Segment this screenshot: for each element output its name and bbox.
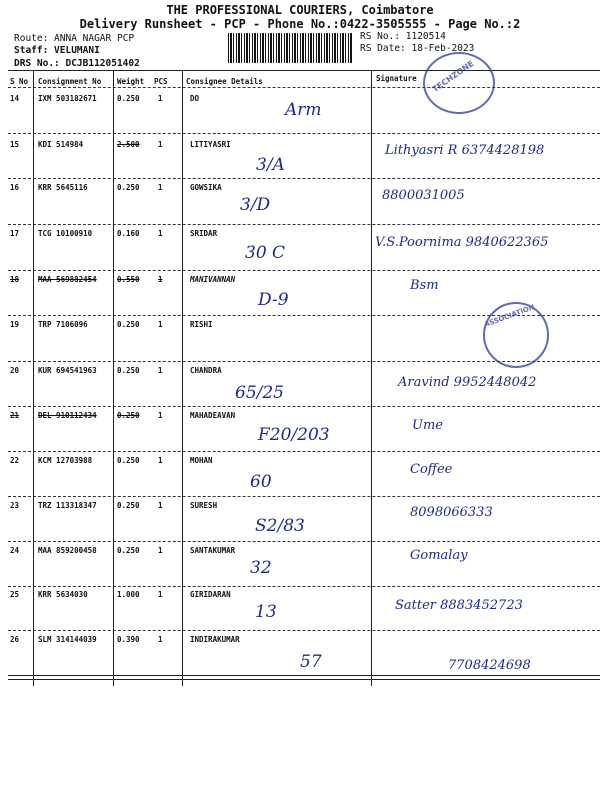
handwritten-door-number: 13 bbox=[255, 602, 277, 622]
row-consignee-name: DO bbox=[190, 94, 200, 103]
col-header-consignment: Consignment No bbox=[38, 77, 102, 86]
row-consignment-no: KRR 5645116 bbox=[38, 183, 88, 192]
row-consignment-no: TRP 7106096 bbox=[38, 320, 88, 329]
row-consignment-no: KUR 694541963 bbox=[38, 366, 97, 375]
row-weight: 0.390 bbox=[117, 635, 140, 644]
col-header-pcs: PCS bbox=[154, 77, 168, 86]
row-sno: 19 bbox=[10, 320, 20, 329]
row-consignment-no: MAA 859200458 bbox=[38, 546, 97, 555]
barcode bbox=[228, 33, 352, 63]
row-weight: 0.250 bbox=[117, 94, 140, 103]
row-divider bbox=[8, 586, 600, 587]
row-pcs: 1 bbox=[158, 546, 163, 555]
row-consignee-name: SANTAKUMAR bbox=[190, 546, 236, 555]
handwritten-signature: Aravind 9952448042 bbox=[398, 375, 537, 390]
row-consignment-no: KDI 514984 bbox=[38, 140, 84, 149]
row-weight: 1.000 bbox=[117, 590, 140, 599]
row-pcs: 1 bbox=[158, 94, 163, 103]
row-consignee-name: MOHAN bbox=[190, 456, 213, 465]
row-sno: 14 bbox=[10, 94, 20, 103]
route-label: Route: ANNA NAGAR PCP bbox=[14, 33, 135, 44]
row-pcs: 1 bbox=[158, 140, 163, 149]
row-weight: 0.250 bbox=[117, 501, 140, 510]
row-sno: 26 bbox=[10, 635, 20, 644]
row-consignment-no: DEL 910112434 bbox=[38, 411, 97, 420]
association-stamp bbox=[483, 302, 549, 368]
row-sno: 23 bbox=[10, 501, 20, 510]
document-subtitle: Delivery Runsheet - PCP - Phone No.:0422-3505555 - Page No.:2 bbox=[79, 17, 521, 31]
row-consignee-name: GOWSIKA bbox=[190, 183, 222, 192]
handwritten-door-number: 30 C bbox=[245, 243, 286, 263]
row-divider bbox=[8, 541, 600, 542]
row-pcs: 1 bbox=[158, 366, 163, 375]
col-divider bbox=[371, 70, 372, 686]
handwritten-signature: Gomalay bbox=[410, 548, 468, 563]
row-pcs: 1 bbox=[158, 635, 163, 644]
staff-label: Staff: VELUMANI bbox=[14, 45, 100, 56]
row-pcs: 1 bbox=[158, 456, 163, 465]
row-sno: 17 bbox=[10, 229, 20, 238]
row-weight: 0.550 bbox=[117, 275, 140, 284]
row-divider bbox=[8, 630, 600, 631]
handwritten-door-number: 60 bbox=[250, 472, 272, 492]
handwritten-door-number: 57 bbox=[300, 652, 322, 672]
rs-date: RS Date: 18-Feb-2023 bbox=[360, 43, 475, 54]
row-consignee-name: CHANDRA bbox=[190, 366, 222, 375]
row-sno: 25 bbox=[10, 590, 20, 599]
handwritten-signature: Bsm bbox=[410, 278, 439, 293]
handwritten-door-number: 32 bbox=[250, 558, 272, 578]
row-pcs: 1 bbox=[158, 275, 163, 284]
row-consignment-no: SLM 314144039 bbox=[38, 635, 97, 644]
handwritten-door-number: F20/203 bbox=[258, 425, 330, 445]
handwritten-signature: V.S.Poornima 9840622365 bbox=[375, 235, 549, 250]
row-consignee-name: GIRIDARAN bbox=[190, 590, 231, 599]
handwritten-signature: Ume bbox=[412, 418, 443, 433]
handwritten-door-number: Arm bbox=[285, 100, 322, 120]
row-weight: 0.160 bbox=[117, 229, 140, 238]
row-divider bbox=[8, 496, 600, 497]
row-sno: 15 bbox=[10, 140, 20, 149]
row-weight: 0.250 bbox=[117, 183, 140, 192]
handwritten-signature: Coffee bbox=[410, 462, 453, 477]
row-divider bbox=[8, 224, 600, 225]
row-consignment-no: KCM 12703988 bbox=[38, 456, 93, 465]
handwritten-door-number: 3/D bbox=[240, 195, 271, 215]
row-weight: 0.250 bbox=[117, 366, 140, 375]
drs-number: DRS No.: DCJB112051402 bbox=[14, 58, 140, 69]
row-divider bbox=[8, 270, 600, 271]
handwritten-signature: 8800031005 bbox=[382, 188, 465, 203]
rs-number: RS No.: 1120514 bbox=[360, 31, 446, 42]
col-divider bbox=[33, 70, 34, 686]
table-bottom-border bbox=[8, 675, 600, 676]
handwritten-signature: Lithyasri R 6374428198 bbox=[385, 143, 545, 158]
row-weight: 0.250 bbox=[117, 546, 140, 555]
row-consignment-no: KRR 5634030 bbox=[38, 590, 88, 599]
col-header-sno: S No bbox=[10, 77, 29, 86]
row-sno: 21 bbox=[10, 411, 20, 420]
row-pcs: 1 bbox=[158, 229, 163, 238]
row-pcs: 1 bbox=[158, 320, 163, 329]
row-sno: 18 bbox=[10, 275, 20, 284]
row-divider bbox=[8, 406, 600, 407]
handwritten-door-number: D-9 bbox=[258, 290, 289, 310]
handwritten-signature: 7708424698 bbox=[448, 658, 531, 673]
row-sno: 24 bbox=[10, 546, 20, 555]
col-header-signature: Signature bbox=[376, 74, 417, 83]
row-consignee-name: LITIYASRI bbox=[190, 140, 231, 149]
row-sno: 22 bbox=[10, 456, 20, 465]
row-weight: 0.250 bbox=[117, 320, 140, 329]
row-weight: 0.250 bbox=[117, 411, 140, 420]
col-header-consignee: Consignee Details bbox=[186, 77, 263, 86]
handwritten-signature: 8098066333 bbox=[410, 505, 493, 520]
row-sno: 20 bbox=[10, 366, 20, 375]
col-divider bbox=[113, 70, 114, 686]
row-divider bbox=[8, 133, 600, 134]
table-bottom-border bbox=[8, 679, 600, 680]
row-divider bbox=[8, 451, 600, 452]
row-consignee-name: INDIRAKUMAR bbox=[190, 635, 240, 644]
stamp-text: ASSOCIATION bbox=[483, 303, 536, 329]
row-pcs: 1 bbox=[158, 501, 163, 510]
col-header-weight: Weight bbox=[117, 77, 145, 86]
handwritten-signature: Satter 8883452723 bbox=[395, 598, 523, 613]
techzone-stamp bbox=[423, 52, 495, 114]
row-consignee-name: RISHI bbox=[190, 320, 213, 329]
row-weight: 2.500 bbox=[117, 140, 140, 149]
row-sno: 16 bbox=[10, 183, 20, 192]
row-consignment-no: IXM 503182671 bbox=[38, 94, 97, 103]
row-consignment-no: MAA 569882454 bbox=[38, 275, 97, 284]
row-consignee-name: MANIVANNAN bbox=[190, 275, 236, 284]
row-weight: 0.250 bbox=[117, 456, 140, 465]
row-consignment-no: TCG 10100910 bbox=[38, 229, 93, 238]
handwritten-door-number: 65/25 bbox=[235, 383, 284, 403]
row-consignee-name: SRIDAR bbox=[190, 229, 218, 238]
row-pcs: 1 bbox=[158, 183, 163, 192]
handwritten-door-number: 3/A bbox=[256, 155, 285, 175]
table-top-border bbox=[8, 70, 600, 71]
row-divider bbox=[8, 178, 600, 179]
stamp-text: TECHZONE bbox=[430, 58, 476, 95]
row-pcs: 1 bbox=[158, 590, 163, 599]
row-consignee-name: SURESH bbox=[190, 501, 218, 510]
row-pcs: 1 bbox=[158, 411, 163, 420]
header-divider bbox=[8, 87, 600, 88]
col-divider bbox=[182, 70, 183, 686]
handwritten-door-number: S2/83 bbox=[255, 516, 305, 536]
document-title: THE PROFESSIONAL COURIERS, Coimbatore bbox=[166, 3, 434, 17]
row-consignment-no: TRZ 113318347 bbox=[38, 501, 97, 510]
row-consignee-name: MAHADEAVAN bbox=[190, 411, 236, 420]
